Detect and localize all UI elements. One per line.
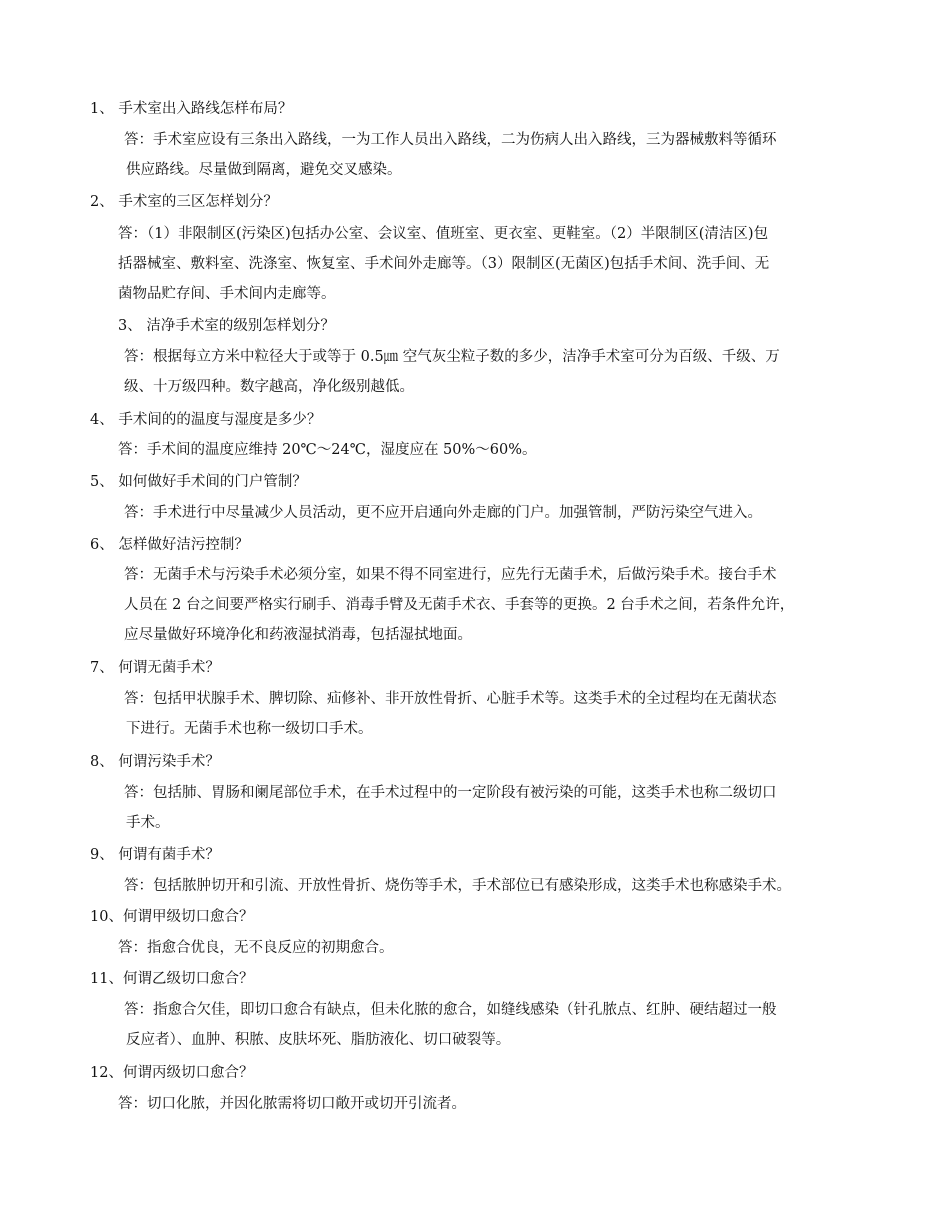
question-7: 7、 何谓无菌手术？ [90,660,220,676]
answer-line: 答：手术室应设有三条出入路线，一为工作人员出入路线，二为伤病人出入路线，三为器械敷料等循环 [124,132,777,148]
answer-11 [124,1000,777,1050]
question-8: 8、 何谓污染手术？ [90,754,220,770]
answer-3 [124,347,780,397]
answer-4 [118,440,537,460]
answer-9 [124,876,791,896]
answer-line: 括器械室、敷料室、洗涤室、恢复室、手术间外走廊等。（3）限制区(无菌区)包括手术间、洗手间、无 [118,256,770,272]
answer-line: 菌物品贮存间、手术间内走廊等。 [118,286,336,302]
answer-1 [124,130,777,180]
answer-line: 答：根据每立方米中粒径大于或等于 0.5㎛ 空气灰尘粒子数的多少，洁净手术室可分为百级、千级、万 [124,349,780,365]
answer-5 [124,503,762,523]
answer-line: 手术。 [126,815,170,831]
answer-2 [118,224,769,304]
answer-line: 级、十万级四种。数字越高，净化级别越低。 [124,379,414,395]
answer-line: 下进行。无菌手术也称一级切口手术。 [126,721,373,737]
question-1: 1、 手术室出入路线怎样布局？ [90,101,293,117]
question-4: 4、 手术间的的温度与湿度是多少？ [90,412,322,428]
answer-line: 答：包括甲状腺手术、脾切除、疝修补、非开放性骨折、心脏手术等。这类手术的全过程均在无菌状态 [124,691,777,707]
answer-line: 答：包括肺、胃肠和阑尾部位手术，在手术过程中的一定阶段有被污染的可能，这类手术也称二级切口 [124,785,777,801]
question-10: 10、何谓甲级切口愈合？ [90,909,254,925]
question-5: 5、 如何做好手术间的门户管制？ [90,474,307,490]
question-12: 12、何谓丙级切口愈合？ [90,1065,254,1081]
answer-line: 反应者）、血肿、积脓、皮肤坏死、脂肪液化、切口破裂等。 [126,1032,511,1048]
answer-line: 答：（1）非限制区(污染区)包括办公室、会议室、值班室、更衣室、更鞋室。（2）半限制区(清洁区)包 [118,226,769,242]
answer-line: 人员在 2 台之间要严格实行刷手、消毒手臂及无菌手术衣、手套等的更换。2 台手术之间，若条件允许， [124,597,795,613]
question-3: 3、 洁净手术室的级别怎样划分？ [118,318,335,334]
answer-line: 答：包括脓肿切开和引流、开放性骨折、烧伤等手术，手术部位已有感染形成，这类手术也称感染手术。 [124,878,791,894]
answer-line: 答：指愈合欠佳，即切口愈合有缺点，但未化脓的愈合，如缝线感染（针孔脓点、红肿、硬结超过一般 [124,1002,777,1018]
question-11: 11、何谓乙级切口愈合？ [90,971,254,987]
question-6: 6、 怎样做好洁污控制？ [90,537,249,553]
answer-line: 答：指愈合优良，无不良反应的初期愈合。 [118,940,394,956]
answer-line: 答：切口化脓，并因化脓需将切口敞开或切开引流者。 [118,1096,466,1112]
answer-8 [124,783,777,833]
answer-7 [124,689,777,739]
answer-line: 答：无菌手术与污染手术必须分室，如果不得不同室进行，应先行无菌手术，后做污染手术。接台手术 [124,567,777,583]
question-9: 9、 何谓有菌手术？ [90,847,220,863]
question-2: 2、 手术室的三区怎样划分？ [90,194,278,210]
answer-10 [118,938,394,958]
answer-line: 应尽量做好环境净化和药液湿拭消毒，包括湿拭地面。 [124,627,472,643]
answer-12 [118,1094,466,1114]
answer-line: 答：手术进行中尽量减少人员活动，更不应开启通向外走廊的门户。加强管制，严防污染空气进入。 [124,505,762,521]
answer-line: 供应路线。尽量做到隔离，避免交叉感染。 [126,162,402,178]
answer-6 [124,565,794,645]
answer-line: 答：手术间的温度应维持 20℃～24℃，湿度应在 50%～60%。 [118,442,537,458]
